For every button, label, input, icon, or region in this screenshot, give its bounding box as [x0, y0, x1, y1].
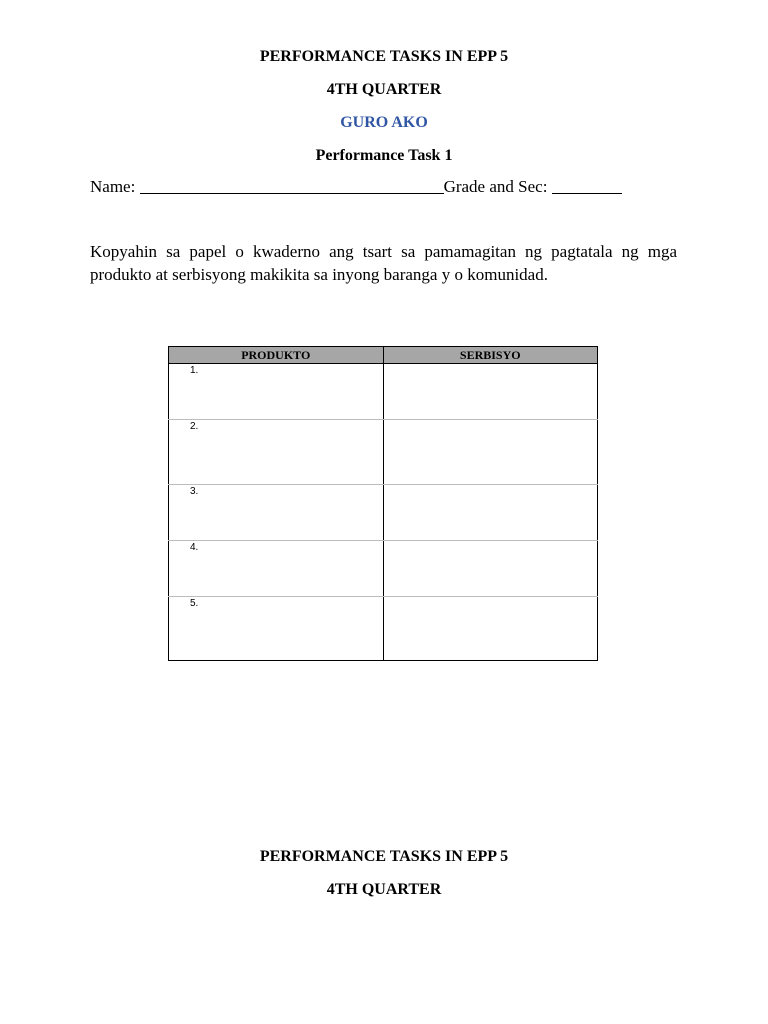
- table-row: [169, 420, 598, 485]
- teacher-name: GURO AKO: [340, 114, 428, 131]
- page-title: PERFORMANCE TASKS IN EPP 5: [259, 48, 509, 65]
- table-row: [169, 364, 598, 420]
- produkto-cell: [169, 485, 384, 541]
- serbisyo-cell: [383, 364, 598, 420]
- table-row: [169, 597, 598, 661]
- grade-blank: [552, 177, 622, 194]
- footer-quarter: 4TH QUARTER: [326, 881, 442, 898]
- serbisyo-cell: [383, 597, 598, 661]
- table-row: [169, 485, 598, 541]
- produkto-cell: [169, 597, 384, 661]
- serbisyo-cell: [383, 485, 598, 541]
- header-serbisyo: SERBISYO: [383, 347, 598, 364]
- instructions: [90, 240, 677, 286]
- produkto-cell: [169, 420, 384, 485]
- header-produkto: PRODUKTO: [169, 347, 384, 364]
- task-heading: Performance Task 1: [315, 147, 453, 164]
- table-row: [169, 541, 598, 597]
- row-number: 2.: [190, 421, 199, 432]
- footer-title: PERFORMANCE TASKS IN EPP 5: [259, 848, 509, 865]
- quarter-heading: 4TH QUARTER: [326, 81, 442, 98]
- produkto-cell: [169, 541, 384, 597]
- instructions-text: Kopyahin sa papel o kwaderno ang tsart sa pamamagitan ng pagtatala ng mga produkto at serbisyong makikita sa inyong baranga y o komunidad.: [90, 242, 677, 284]
- serbisyo-cell: [383, 420, 598, 485]
- name-label: Name:: [90, 177, 136, 196]
- produkto-cell: [169, 364, 384, 420]
- serbisyo-cell: [383, 541, 598, 597]
- products-services-table: [168, 346, 598, 661]
- table-header-row: [169, 347, 598, 364]
- row-number: 1.: [190, 365, 199, 376]
- name-blank: [140, 177, 444, 194]
- row-number: 4.: [190, 542, 199, 553]
- name-grade-row: [90, 176, 622, 198]
- row-number: 3.: [190, 486, 199, 497]
- row-number: 5.: [190, 598, 199, 609]
- grade-label: Grade and Sec:: [443, 177, 548, 196]
